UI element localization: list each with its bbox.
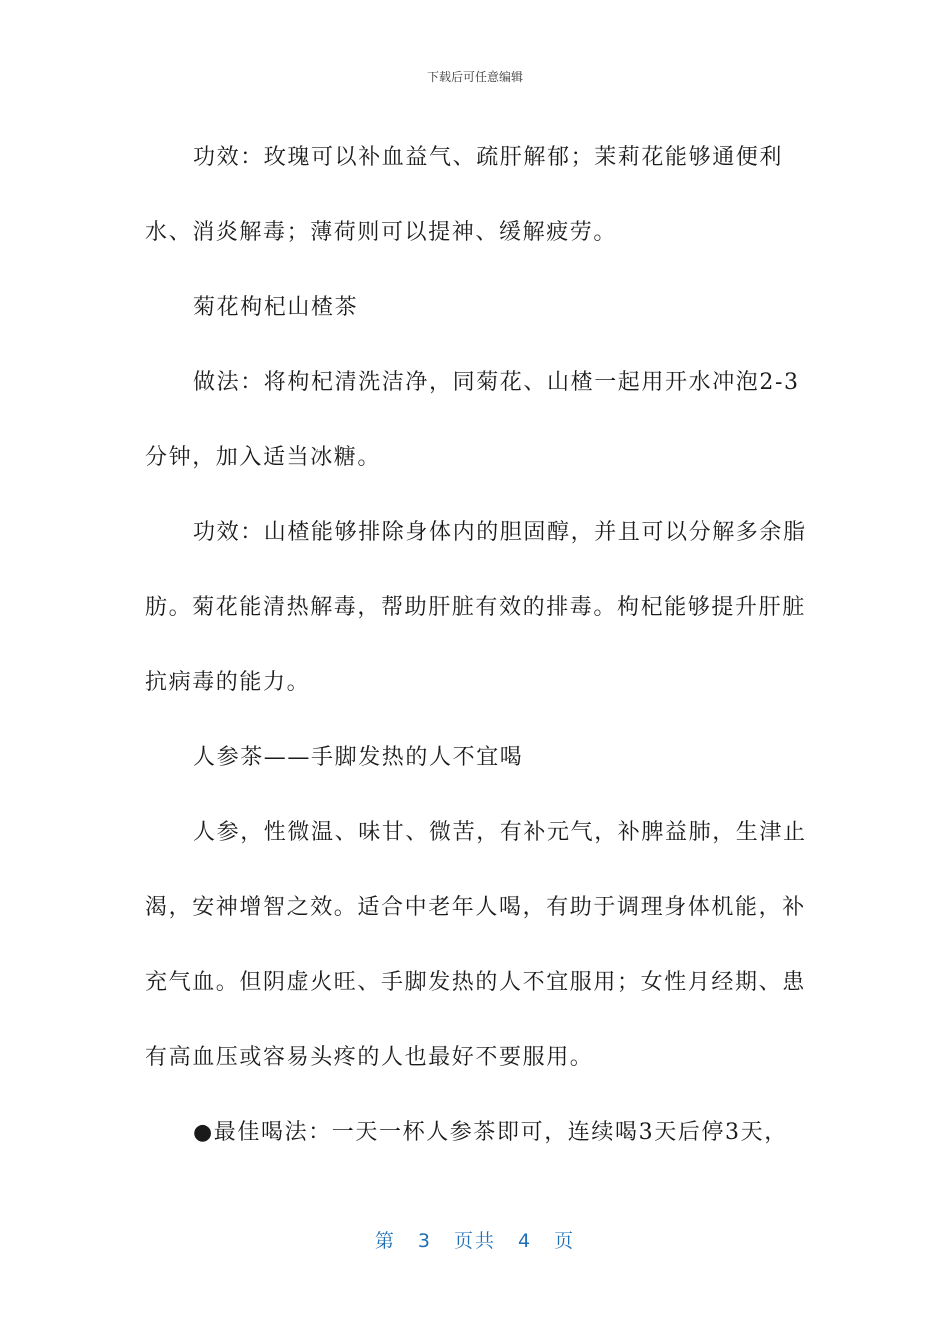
header-note: 下载后可任意编辑	[426, 70, 523, 84]
paragraph-rose-effect: 功效：玫瑰可以补血益气、疏肝解郁；茉莉花能够通便利水、消炎解毒；薄荷则可以提神、缓解疲劳。	[145, 145, 784, 245]
paragraph-chrysanthemum-method: 做法：将枸杞清洗洁净，同菊花、山楂一起用开水冲泡2-3分钟，加入适当冰糖。	[145, 370, 800, 470]
paragraph-ginseng-description: 人参，性微温、味甘、微苦，有补元气，补脾益肺，生津止渴，安神增智之效。适合中老年人喝，有助于调理身体机能，补充气血。但阴虚火旺、手脚发热的人不宜服用；女性月经期、患有高血压或容易头疼的人也最好不要服用。	[145, 820, 807, 1070]
section-title-chrysanthemum-tea: 菊花枸杞山楂茶	[193, 295, 359, 320]
document-body	[145, 120, 810, 1170]
footer-suffix: 页	[554, 1230, 576, 1252]
footer-prefix: 第	[374, 1230, 396, 1252]
footer-middle: 页共	[453, 1230, 496, 1252]
section-title-ginseng-tea: 人参茶——手脚发热的人不宜喝	[193, 745, 524, 770]
footer-total-pages: 4	[518, 1230, 533, 1252]
paragraph-ginseng-best-method: ●最佳喝法：一天一杯人参茶即可，连续喝3天后停3天，	[193, 1120, 788, 1145]
footer-current-page: 3	[417, 1230, 432, 1252]
page-footer	[0, 1226, 950, 1253]
paragraph-chrysanthemum-effect: 功效：山楂能够排除身体内的胆固醇，并且可以分解多余脂肪。菊花能清热解毒，帮助肝脏有效的排毒。枸杞能够提升肝脏抗病毒的能力。	[145, 520, 807, 695]
